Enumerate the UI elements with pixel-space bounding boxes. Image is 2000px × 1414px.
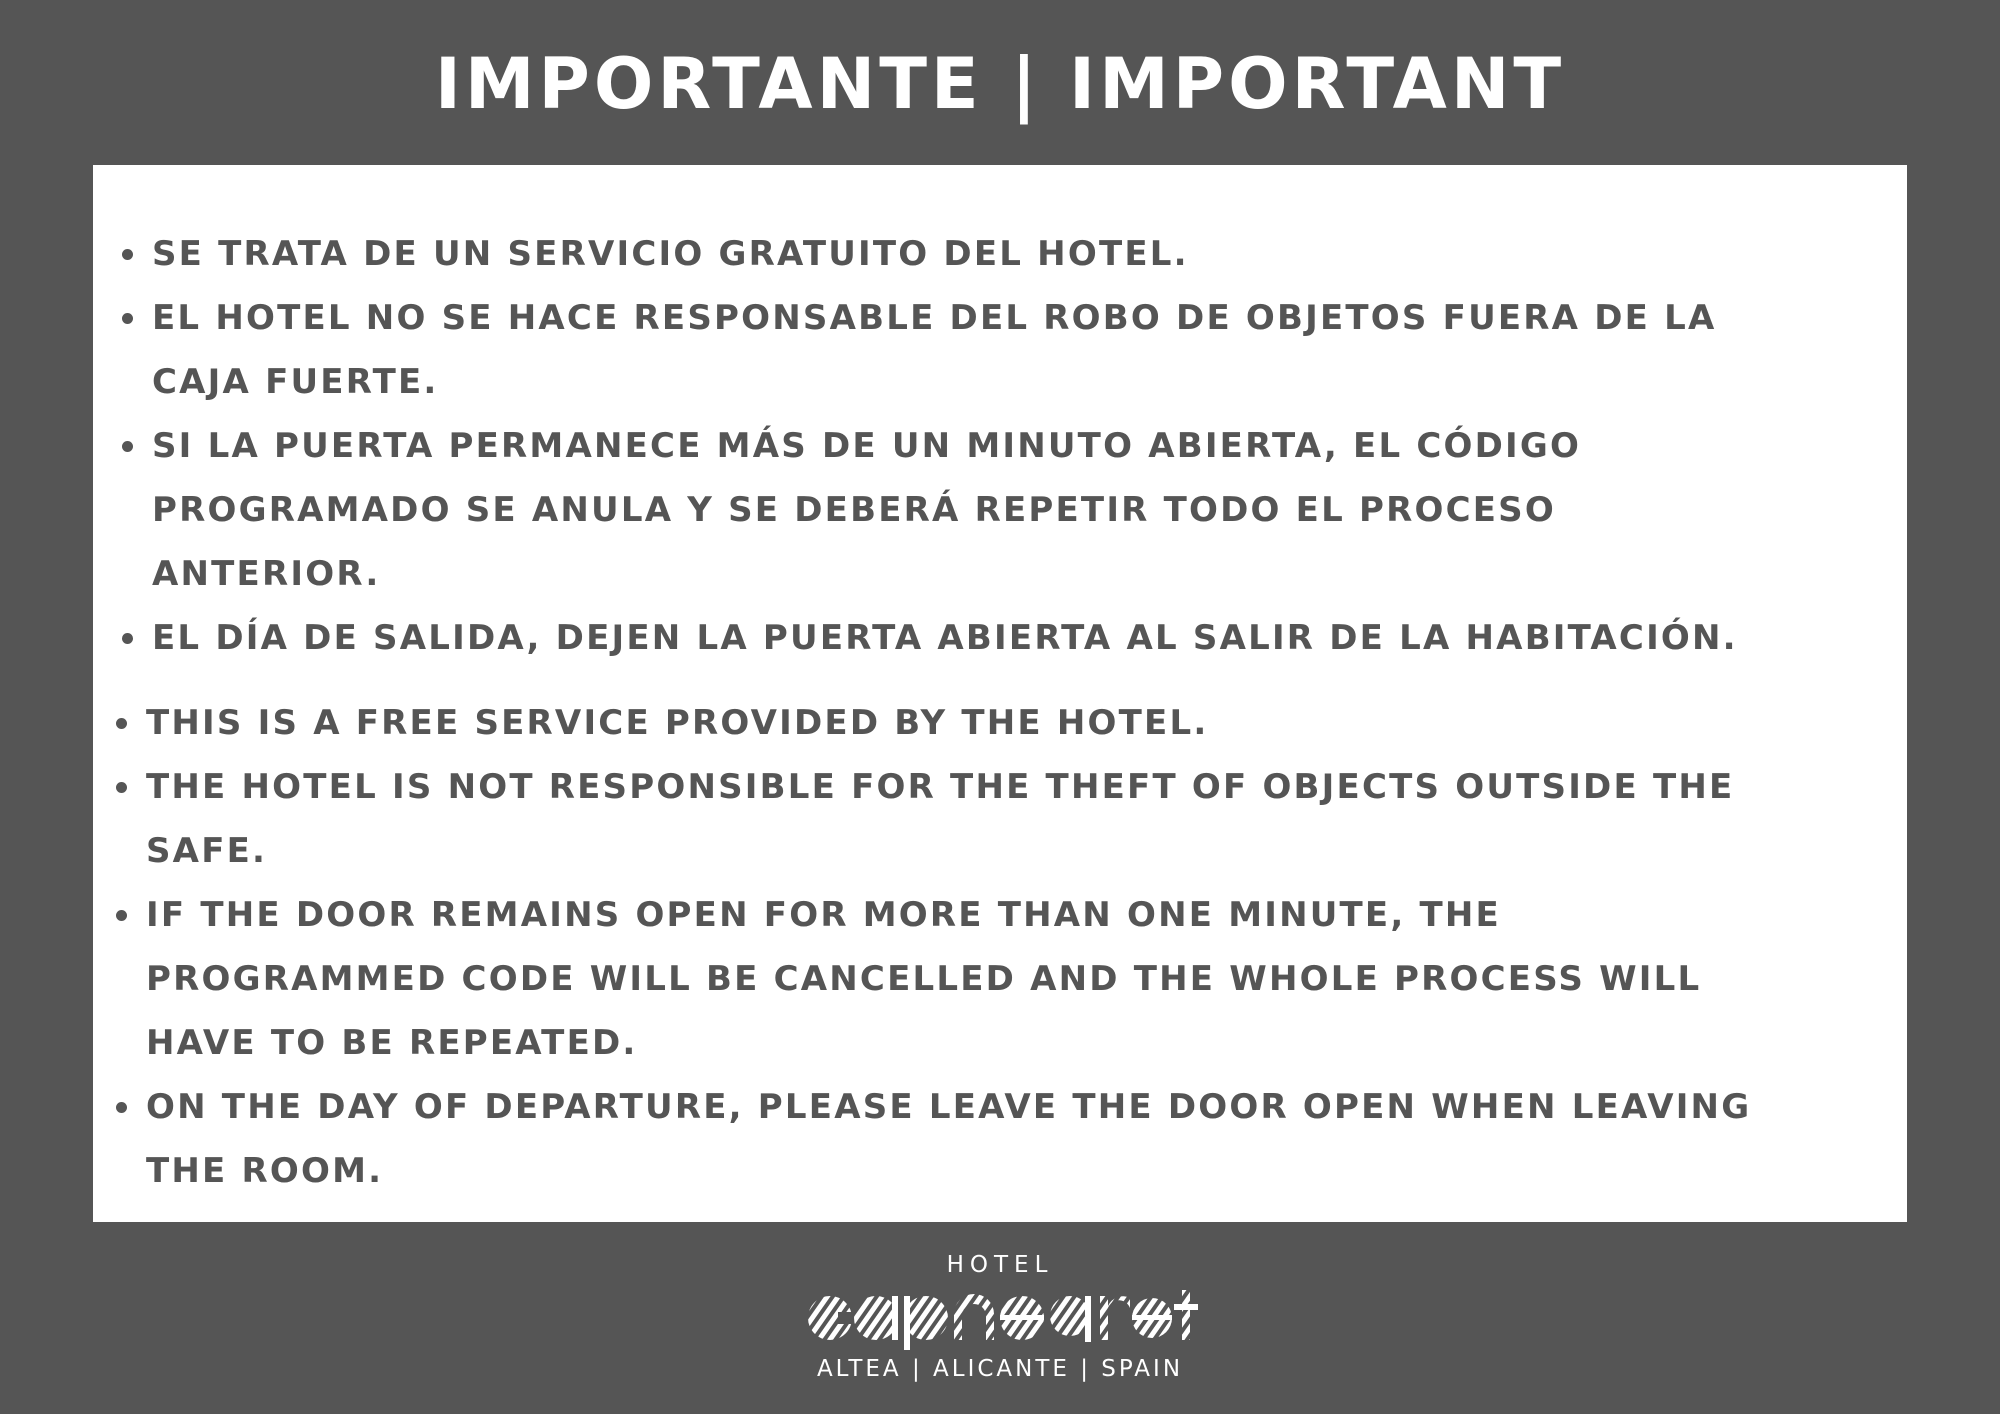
page-title: IMPORTANTE | IMPORTANT [434,43,1566,125]
list-item: SI LA PUERTA PERMANECE MÁS DE UN MINUTO ABIERTA, EL CÓDIGO PROGRAMADO SE ANULA Y SE DEBERÁ REPETIR TODO EL PROCESO ANTERIOR. [122,414,1772,606]
hotel-footer [0,1250,2000,1384]
hotel-location: ALTEA | ALICANTE | SPAIN [816,1356,1184,1382]
list-item: SE TRATA DE UN SERVICIO GRATUITO DEL HOTEL. [122,222,1772,286]
list-item: ON THE DAY OF DEPARTURE, PLEASE LEAVE THE DOOR OPEN WHEN LEAVING THE ROOM. [116,1075,1776,1203]
notes-list-spanish [122,222,1772,670]
notes-list-english [116,691,1776,1203]
list-item: THE HOTEL IS NOT RESPONSIBLE FOR THE THEFT OF OBJECTS OUTSIDE THE SAFE. [116,755,1776,883]
hotel-label: HOTEL [946,1252,1054,1278]
list-item: THIS IS A FREE SERVICE PROVIDED BY THE HOTEL. [116,691,1776,755]
hotel-logo [800,1284,1200,1350]
list-item: IF THE DOOR REMAINS OPEN FOR MORE THAN ONE MINUTE, THE PROGRAMMED CODE WILL BE CANCELLED AND THE WHOLE PROCESS WILL HAVE TO BE REPEATED. [116,883,1776,1075]
list-item: EL HOTEL NO SE HACE RESPONSABLE DEL ROBO DE OBJETOS FUERA DE LA CAJA FUERTE. [122,286,1772,414]
list-item: EL DÍA DE SALIDA, DEJEN LA PUERTA ABIERTA AL SALIR DE LA HABITACIÓN. [122,606,1772,670]
